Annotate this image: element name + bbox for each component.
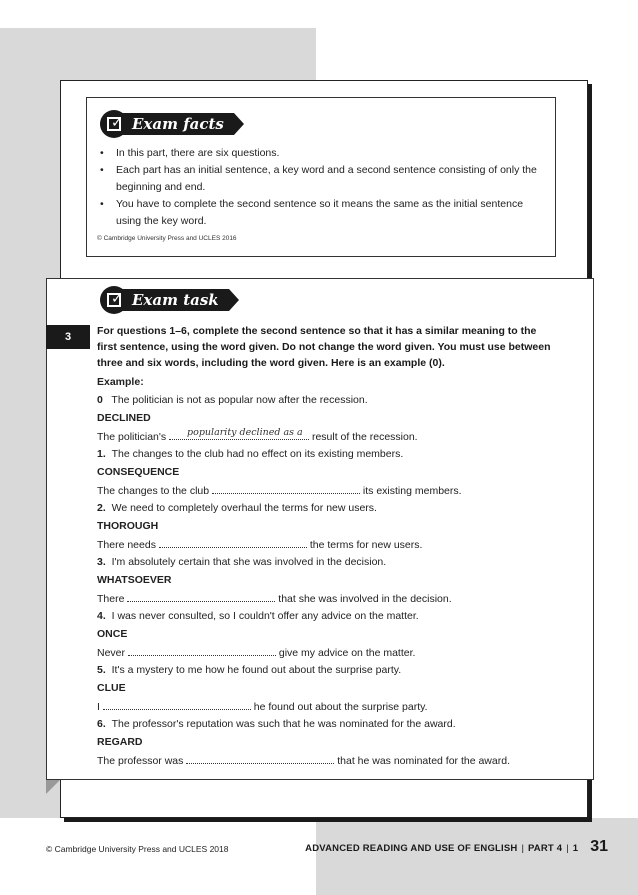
question-5-sentence: 5. It's a mystery to me how he found out about the surprise party. xyxy=(97,664,402,676)
task-instructions: For questions 1–6, complete the second sentence so that it has a similar meaning to the first sentence, using the word given. Do not change the word given. You must use between three and six words, including the word given. Here is an example (0). xyxy=(97,325,551,369)
question-1-answer-line: The changes to the club its existing members. xyxy=(97,485,462,497)
question-4-keyword: ONCE xyxy=(97,628,128,640)
answer-input[interactable] xyxy=(212,484,360,494)
question-3-sentence: 3. I'm absolutely certain that she was involved in the decision. xyxy=(97,556,387,568)
exam-facts-heading: Exam facts xyxy=(122,113,234,135)
question-6-keyword: REGARD xyxy=(97,736,143,748)
question-4-answer-line: Never give my advice on the matter. xyxy=(97,647,416,659)
answer-blank xyxy=(169,427,309,440)
question-1-keyword: CONSEQUENCE xyxy=(97,466,180,478)
page-number: 31 xyxy=(590,838,608,855)
question-2-answer-line: There needs the terms for new users. xyxy=(97,539,423,551)
exam-facts-copyright: © Cambridge University Press and UCLES 2016 xyxy=(97,235,237,242)
checkbox-tick-icon: ✓ xyxy=(100,110,128,138)
answer-input[interactable] xyxy=(128,646,276,656)
footer-part: PART 4 xyxy=(527,843,563,854)
exam-task-badge xyxy=(100,288,239,312)
question-sentence: The politician is not as popular now after the recession. xyxy=(111,394,368,406)
exam-facts-badge xyxy=(100,112,244,136)
list-item: • You have to complete the second sentence so it means the same as the initial sentence using the key word. xyxy=(100,196,540,230)
question-2-keyword: THOROUGH xyxy=(97,520,159,532)
footer-section-info: ADVANCED READING AND USE OF ENGLISH | PART 4 | 1 31 xyxy=(305,838,608,855)
footer-unit: 1 xyxy=(572,843,579,854)
part-number-tab: 3 xyxy=(46,325,90,349)
page-decoration-bottom xyxy=(316,818,638,895)
question-3-keyword: WHATSOEVER xyxy=(97,574,172,586)
question-6-sentence: 6. The professor's reputation was such that he was nominated for the award. xyxy=(97,718,456,730)
question-1-sentence: 1. The changes to the club had no effect on its existing members. xyxy=(97,448,404,460)
question-4-sentence: 4. I was never consulted, so I couldn't offer any advice on the matter. xyxy=(97,610,419,622)
answer-input[interactable] xyxy=(159,538,307,548)
exam-task-heading: Exam task xyxy=(122,289,229,311)
list-item: • In this part, there are six questions. xyxy=(100,145,540,162)
example-label: Example: xyxy=(97,376,144,388)
exam-facts-list xyxy=(100,145,540,230)
example-answer-line: The politician's popularity declined as a result of the recession. xyxy=(97,427,418,443)
footer-copyright: © Cambridge University Press and UCLES 2018 xyxy=(46,844,229,854)
example-answer: popularity declined as a xyxy=(187,427,303,438)
example-keyword: DECLINED xyxy=(97,412,151,424)
list-item: • Each part has an initial sentence, a key word and a second sentence consisting of only the beginning and end. xyxy=(100,162,540,196)
answer-input[interactable] xyxy=(103,700,251,710)
question-3-answer-line: There that she was involved in the decision. xyxy=(97,593,452,605)
checkbox-tick-icon: ✓ xyxy=(100,286,128,314)
answer-input[interactable] xyxy=(186,754,334,764)
page-fold-corner xyxy=(46,780,60,794)
answer-input[interactable] xyxy=(127,592,275,602)
question-6-answer-line: The professor was that he was nominated for the award. xyxy=(97,755,510,767)
question-5-answer-line: I he found out about the surprise party. xyxy=(97,701,428,713)
question-2-sentence: 2. We need to completely overhaul the terms for new users. xyxy=(97,502,377,514)
example-sentence xyxy=(97,394,368,406)
footer-section: ADVANCED READING AND USE OF ENGLISH xyxy=(305,843,518,854)
question-number: 0 xyxy=(97,394,103,406)
question-5-keyword: CLUE xyxy=(97,682,126,694)
